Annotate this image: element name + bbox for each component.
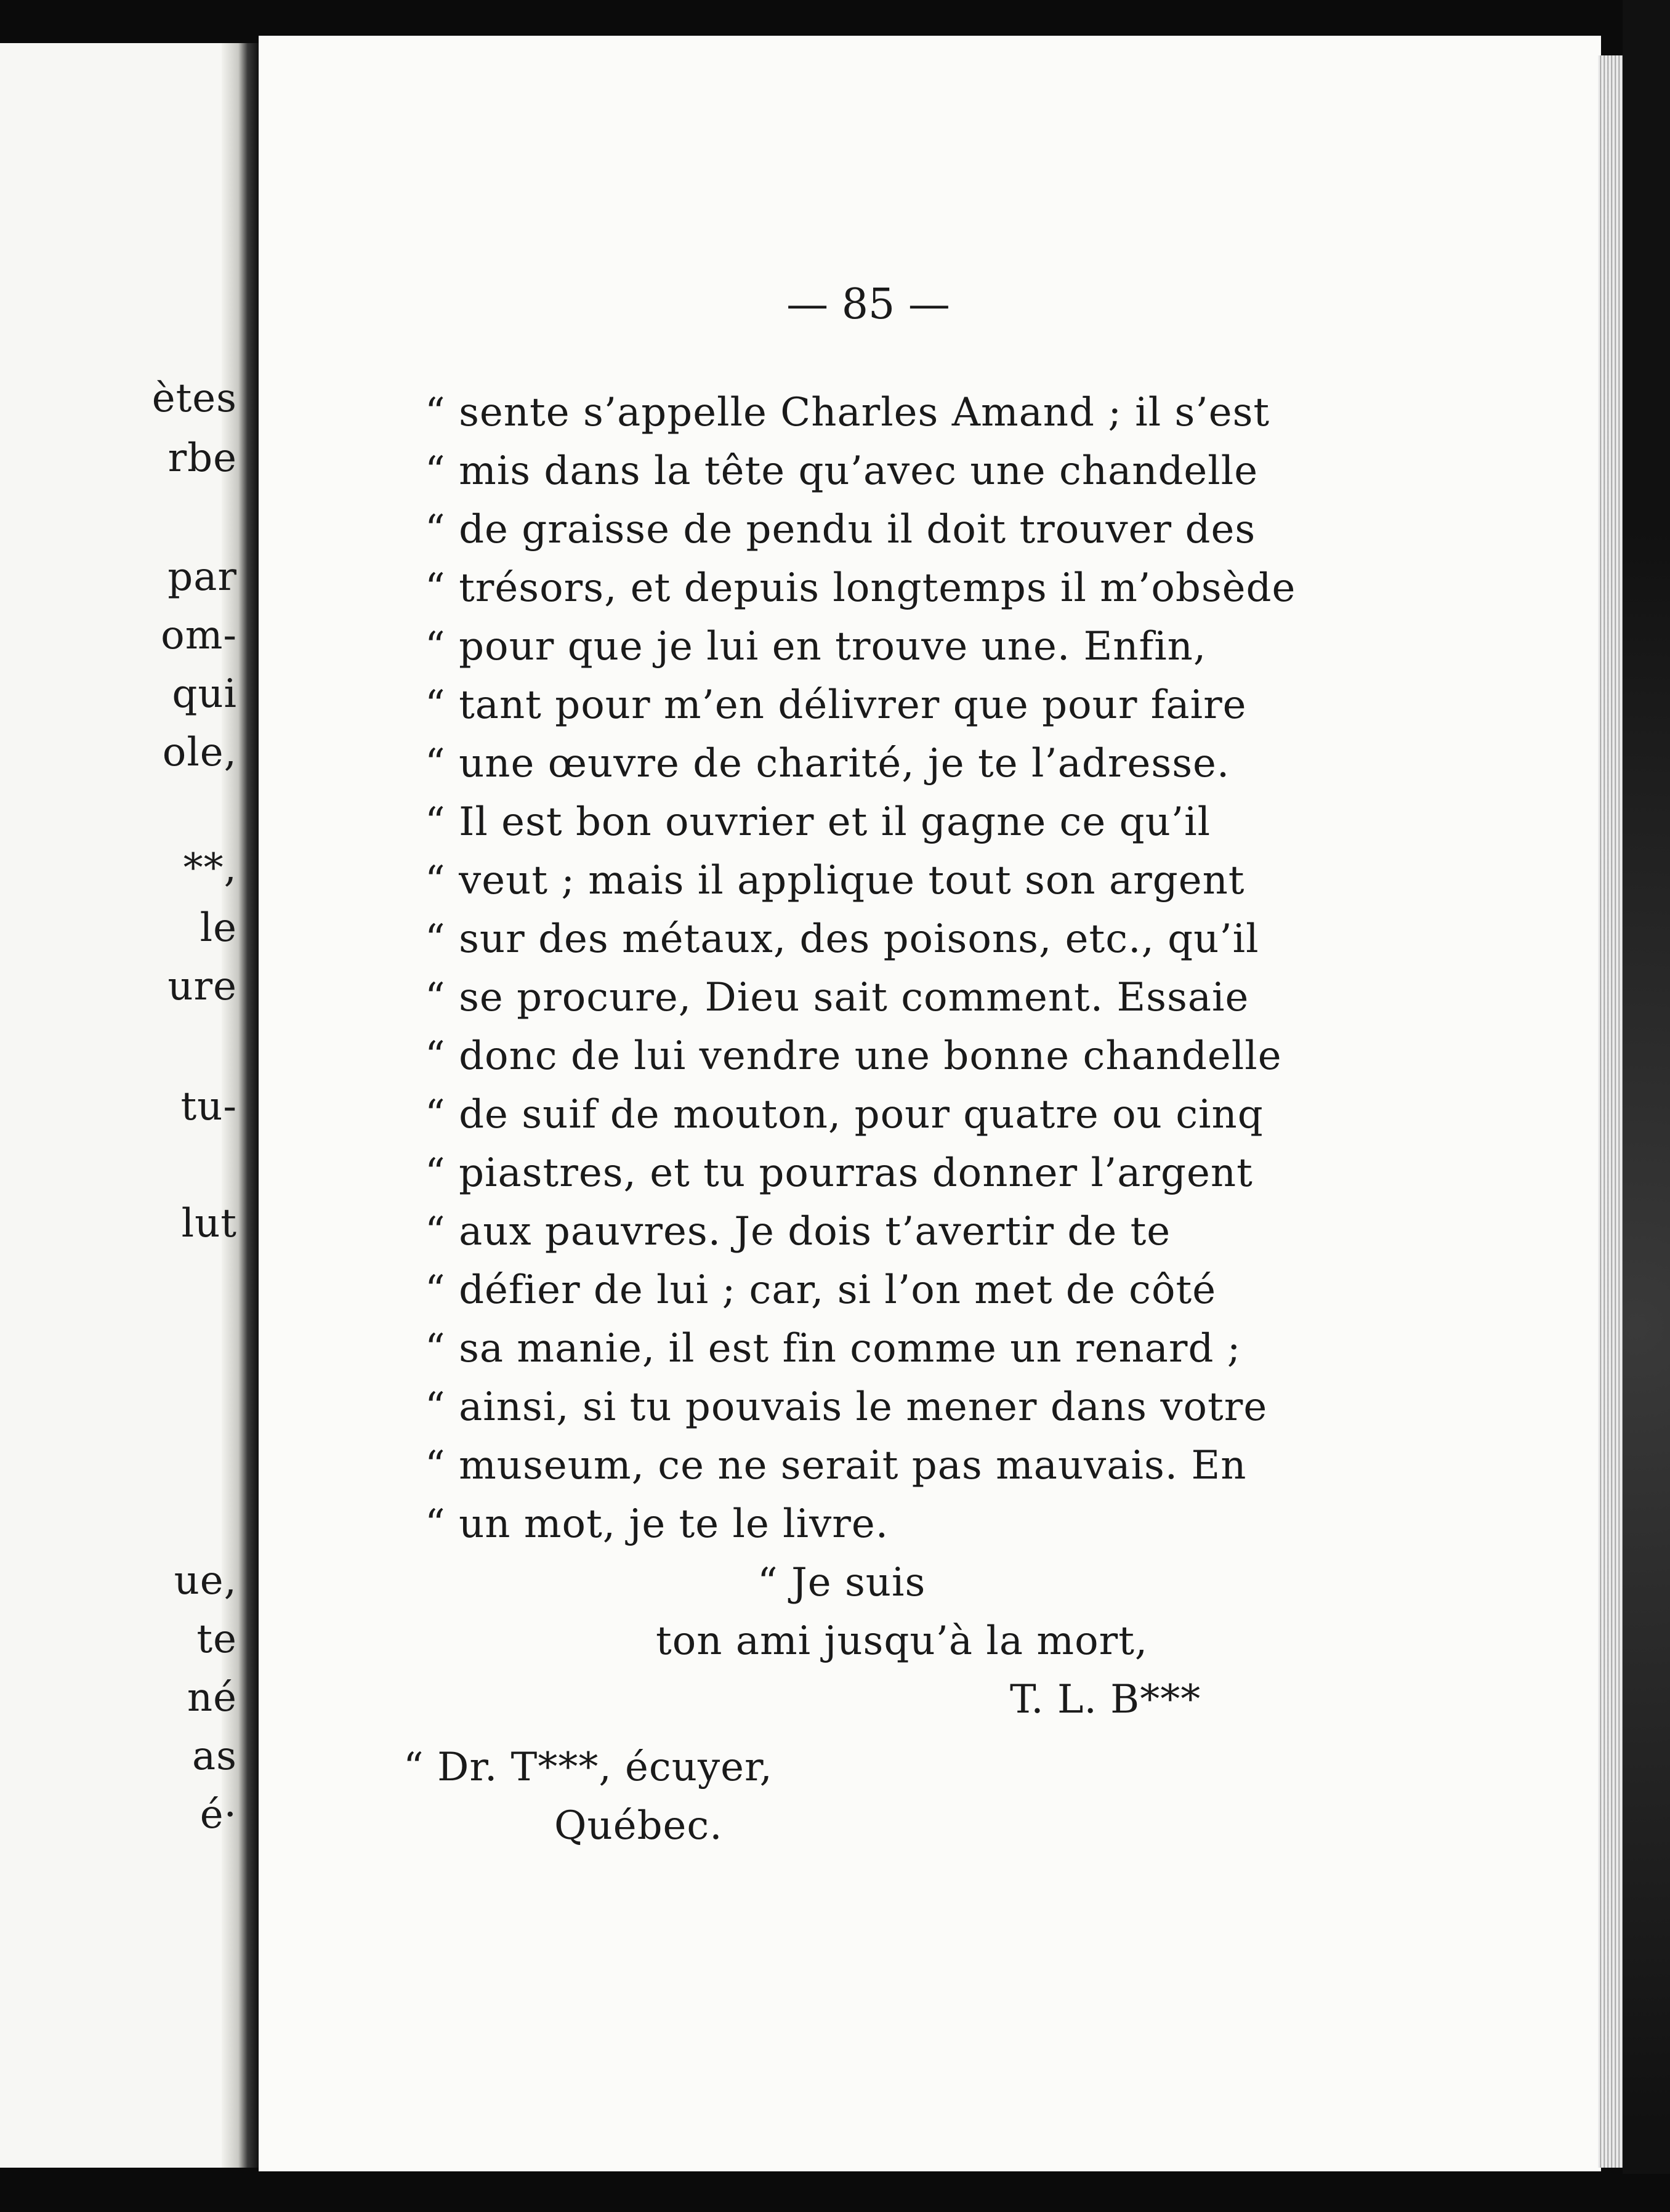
left-fragment: te xyxy=(196,1617,237,1662)
text-line: “ tant pour m’en délivrer que pour faire xyxy=(425,682,1247,728)
text-line: “ piastres, et tu pourras donner l’argent xyxy=(425,1150,1253,1196)
left-fragment: as xyxy=(192,1734,237,1779)
text-line: “ donc de lui vendre une bonne chandelle xyxy=(425,1033,1282,1079)
page-edges xyxy=(1598,55,1623,2168)
closing-line: ton ami jusqu’à la mort, xyxy=(656,1618,1148,1664)
text-line: “ sa manie, il est fin comme un renard ; xyxy=(425,1326,1241,1371)
address-line: Québec. xyxy=(554,1803,723,1849)
text-line: “ Il est bon ouvrier et il gagne ce qu’il xyxy=(425,799,1211,845)
text-line: “ mis dans la tête qu’avec une chandelle xyxy=(425,448,1259,494)
left-fragment: par xyxy=(167,554,237,600)
left-fragment: ole, xyxy=(162,730,237,775)
left-fragment: ue, xyxy=(174,1558,237,1604)
left-fragment: qui xyxy=(172,671,237,717)
left-fragment: **, xyxy=(183,846,237,891)
text-line: “ défier de lui ; car, si l’on met de côté xyxy=(425,1267,1217,1313)
left-fragment: ètes xyxy=(151,376,237,421)
signature: T. L. B*** xyxy=(1010,1677,1201,1722)
text-line: “ se procure, Dieu sait comment. Essaie xyxy=(425,975,1249,1020)
text-line: “ de graisse de pendu il doit trouver des xyxy=(425,507,1256,552)
left-fragment: rbe xyxy=(167,435,237,481)
closing-line: “ Je suis xyxy=(757,1560,926,1605)
text-line: “ pour que je lui en trouve une. Enfin, xyxy=(425,624,1207,669)
text-line: “ museum, ce ne serait pas mauvais. En xyxy=(425,1443,1247,1488)
text-line: “ sente s’appelle Charles Amand ; il s’est xyxy=(425,390,1270,435)
left-fragment: é· xyxy=(200,1792,237,1838)
text-line: “ un mot, je te le livre. xyxy=(425,1501,889,1547)
scan-border xyxy=(0,2174,1670,2212)
left-fragment: lut xyxy=(181,1201,237,1246)
left-fragment: le xyxy=(200,905,237,951)
address-line: “ Dr. T***, écuyer, xyxy=(403,1745,773,1790)
left-fragment: om- xyxy=(161,613,237,658)
left-fragment: né xyxy=(187,1675,237,1721)
text-line: “ sur des métaux, des poisons, etc., qu’il xyxy=(425,916,1259,962)
text-line: “ trésors, et depuis longtemps il m’obsède xyxy=(425,565,1296,611)
text-line: “ de suif de mouton, pour quatre ou cinq xyxy=(425,1092,1264,1137)
text-line: “ ainsi, si tu pouvais le mener dans votre xyxy=(425,1384,1268,1430)
scan-background xyxy=(1623,0,1670,2212)
text-line: “ veut ; mais il applique tout son argent xyxy=(425,858,1245,903)
left-fragment: tu- xyxy=(180,1084,237,1129)
left-fragment: ure xyxy=(167,964,237,1009)
page-number: — 85 — xyxy=(786,280,950,329)
text-line: “ aux pauvres. Je dois t’avertir de te xyxy=(425,1209,1171,1254)
text-line: “ une œuvre de charité, je te l’adresse. xyxy=(425,741,1230,786)
